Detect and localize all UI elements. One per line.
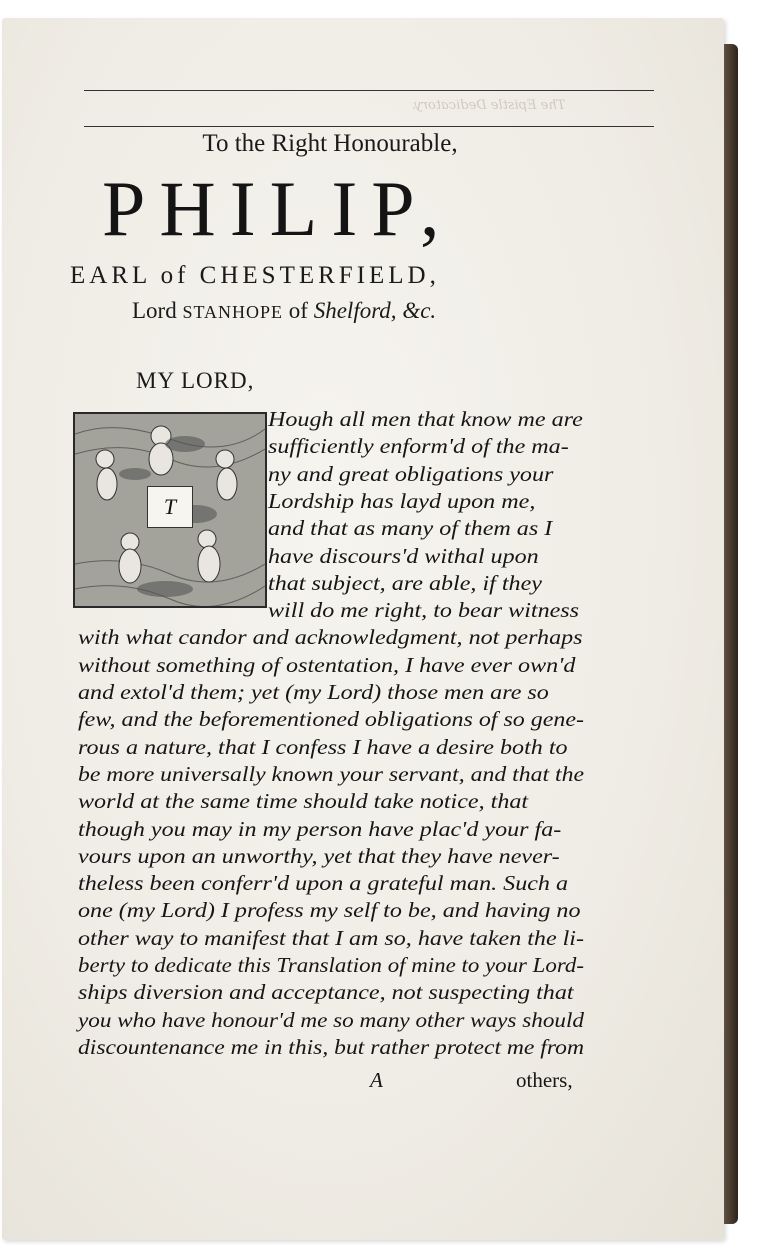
body-line: one (my Lord) I profess my self to be, and having no — [78, 898, 581, 923]
catchword: others, — [516, 1068, 573, 1092]
body-line: other way to manifest that I am so, have taken the li- — [78, 925, 584, 950]
body-line: with what candor and acknowledgment, not perhaps — [78, 625, 583, 650]
dedicatee-name: PHILIP, — [102, 165, 454, 252]
body-line: Lordship has layd upon me, — [268, 488, 536, 513]
body-line: will do me right, to bear witness — [268, 598, 580, 623]
lord-prefix: Lord — [132, 298, 177, 323]
lord-title — [132, 298, 436, 324]
bleed-through-header: The Epistle Dedicatory. — [412, 98, 566, 113]
body-line: ny and great obligations your — [268, 461, 554, 486]
body-line: Hough all men that know me are — [268, 407, 583, 431]
lord-etc: &c. — [402, 298, 437, 323]
lord-of: of — [288, 298, 308, 323]
lord-name: STANHOPE — [182, 302, 284, 322]
earl-title: EARL of CHESTERFIELD, — [70, 262, 440, 289]
body-line: you who have honour'd me so many other ways should — [78, 1007, 584, 1032]
salutation: MY LORD, — [136, 368, 255, 393]
body-line: theless been conferr'd upon a grateful man. Such a — [78, 871, 569, 896]
body-line: and that as many of them as I — [268, 516, 553, 541]
signature-mark: A — [370, 1068, 383, 1092]
body-line: be more universally known your servant, and that the — [78, 761, 584, 786]
body-line: discountenance me in this, but rather protect me from — [78, 1034, 584, 1059]
body-line: vours upon an unworthy, yet that they have never- — [78, 843, 560, 868]
body-line: world at the same time should take notice, that — [78, 789, 529, 814]
drop-cap-letter: T — [147, 486, 193, 528]
body-line: ships diversion and acceptance, not suspecting that — [78, 980, 574, 1005]
body-line: berty to dedicate this Translation of mine to your Lord- — [78, 953, 584, 977]
body-line: rous a nature, that I confess I have a desire both to — [78, 734, 568, 759]
dedication-heading: To the Right Honourable, — [202, 130, 458, 157]
body-line: that subject, are able, if they — [268, 570, 542, 595]
lord-place: Shelford, — [313, 298, 397, 323]
top-rule — [84, 90, 654, 91]
body-line: without something of ostentation, I have ever own'd — [78, 652, 576, 677]
body-line: and extol'd them; yet (my Lord) those men are so — [78, 680, 549, 704]
body-line: few, and the beforementioned obligations of so gene- — [78, 707, 584, 732]
body-line: have discours'd withal upon — [268, 543, 539, 568]
header-rule — [84, 126, 654, 127]
body-line: though you may in my person have plac'd your fa- — [78, 816, 562, 841]
body-line: sufficiently enform'd of the ma- — [268, 434, 569, 459]
decorated-initial — [73, 412, 267, 608]
